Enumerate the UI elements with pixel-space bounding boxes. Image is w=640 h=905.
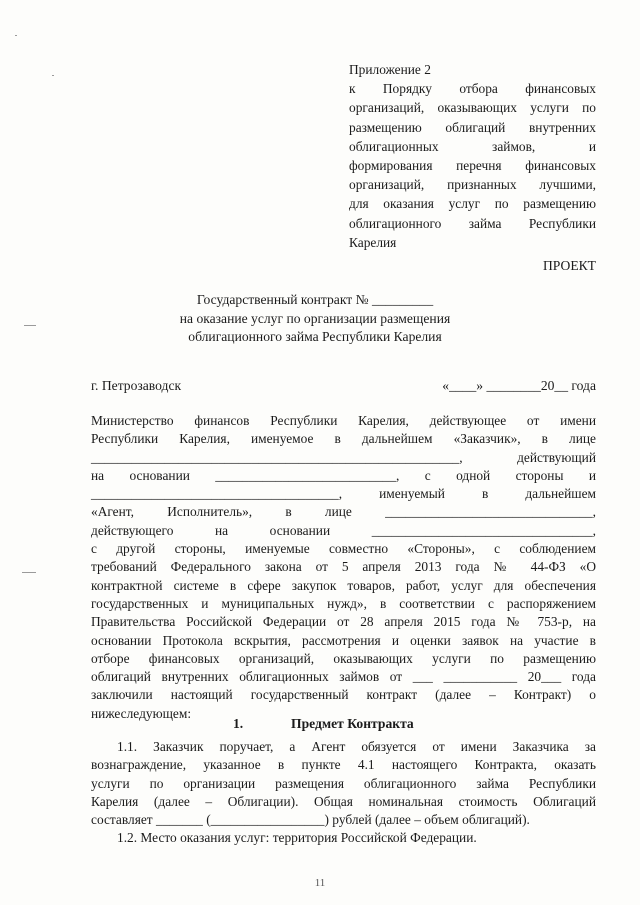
appendix-line: к Порядку отбора финансовых bbox=[349, 81, 596, 97]
preamble-line: Республики Карелия, именуемое в дальнейшем «Заказчик», в лице bbox=[91, 431, 596, 447]
page-number: 11 bbox=[314, 877, 326, 889]
contract-place: г. Петрозаводск bbox=[91, 378, 182, 393]
draft-label: ПРОЕКТ bbox=[542, 258, 596, 273]
preamble-line: Правительства Российской Федерации от 28 апреля 2015 года № 753-р, на bbox=[91, 614, 596, 630]
preamble-line: нижеследующем: bbox=[91, 705, 192, 721]
preamble-line: основании Протокола вскрытия, рассмотрения и оценки заявок на участие в bbox=[91, 632, 596, 648]
preamble-line: государственных и муниципальных нужд», в соответствии с распоряжением bbox=[91, 595, 596, 611]
appendix-line: размещению облигаций внутренних bbox=[349, 119, 596, 135]
preamble-line: отборе финансовых организаций, оказывающих услуги по размещению bbox=[91, 650, 596, 666]
section-number: 1. bbox=[233, 716, 244, 731]
appendix-line: Карелия bbox=[349, 234, 397, 250]
appendix-line: облигационного займа Республики bbox=[349, 215, 596, 231]
title-line: облигационного займа Республики Карелия bbox=[188, 329, 442, 344]
title-line: на оказание услуг по организации размещения bbox=[179, 310, 451, 326]
clause-line: 1.1. Заказчик поручает, а Агент обязуется от имени Заказчика за bbox=[117, 739, 596, 754]
preamble-line: контрактной системе в сфере закупок товаров, работ, услуг для обеспечения bbox=[91, 577, 596, 593]
preamble-line: Министерство финансов Республики Карелия, действующее от имени bbox=[91, 413, 596, 428]
appendix-line: облигационных займов, и bbox=[349, 138, 596, 154]
contract-date: «____» ________20__ года bbox=[442, 378, 596, 393]
contract-title bbox=[150, 291, 480, 347]
preamble-line: с другой стороны, именуемые совместно «Стороны», с соблюдением bbox=[91, 541, 596, 557]
scan-mark bbox=[52, 75, 54, 76]
title-line: Государственный контракт № _________ bbox=[196, 292, 434, 307]
scan-mark bbox=[22, 572, 36, 573]
clause-line: Карелия (далее – Облигации). Общая номинальная стоимость Облигаций bbox=[91, 793, 596, 809]
clause-line: составляет _______ (_________________) рублей (далее – объем облигаций). bbox=[91, 812, 530, 828]
appendix-line: формирования перечня финансовых bbox=[349, 158, 596, 174]
preamble-line: облигаций внутренних облигационных займов от ___ ___________ 20___ года bbox=[91, 669, 596, 685]
clause-line: услуги по организации размещения облигационного займа Республики bbox=[91, 775, 596, 791]
scan-mark bbox=[15, 35, 17, 36]
preamble-line: «Агент, Исполнитель», в лице _______________________________, bbox=[91, 504, 596, 520]
appendix-line: для оказания услуг по размещению bbox=[349, 196, 596, 212]
clause-line: 1.2. Место оказания услуг: территория Российской Федерации. bbox=[117, 830, 477, 846]
appendix-line: организаций, признанных лучшими, bbox=[349, 177, 596, 193]
appendix-block bbox=[349, 60, 596, 252]
preamble-line: заключили настоящий государственный контракт (далее – Контракт) о bbox=[91, 687, 596, 703]
section-title: Предмет Контракта bbox=[291, 716, 414, 731]
appendix-line: организаций, оказывающих услуги по bbox=[349, 100, 596, 116]
appendix-line: Приложение 2 bbox=[349, 62, 431, 77]
scan-mark bbox=[24, 325, 36, 326]
preamble-line: _______________________________________________________, действующий bbox=[91, 449, 596, 465]
preamble-line: действующего на основании _________________________________, bbox=[91, 522, 596, 538]
preamble-line: _____________________________________, именуемый в дальнейшем bbox=[91, 486, 596, 502]
preamble-line: требований Федерального закона от 5 апреля 2013 года № 44-ФЗ «О bbox=[91, 559, 596, 575]
preamble-line: на основании ___________________________, с одной стороны и bbox=[91, 467, 596, 483]
preamble bbox=[91, 412, 596, 723]
clause-line: вознаграждение, указанное в пункте 4.1 настоящего Контракта, оказать bbox=[91, 757, 596, 773]
section-clauses bbox=[91, 738, 596, 848]
